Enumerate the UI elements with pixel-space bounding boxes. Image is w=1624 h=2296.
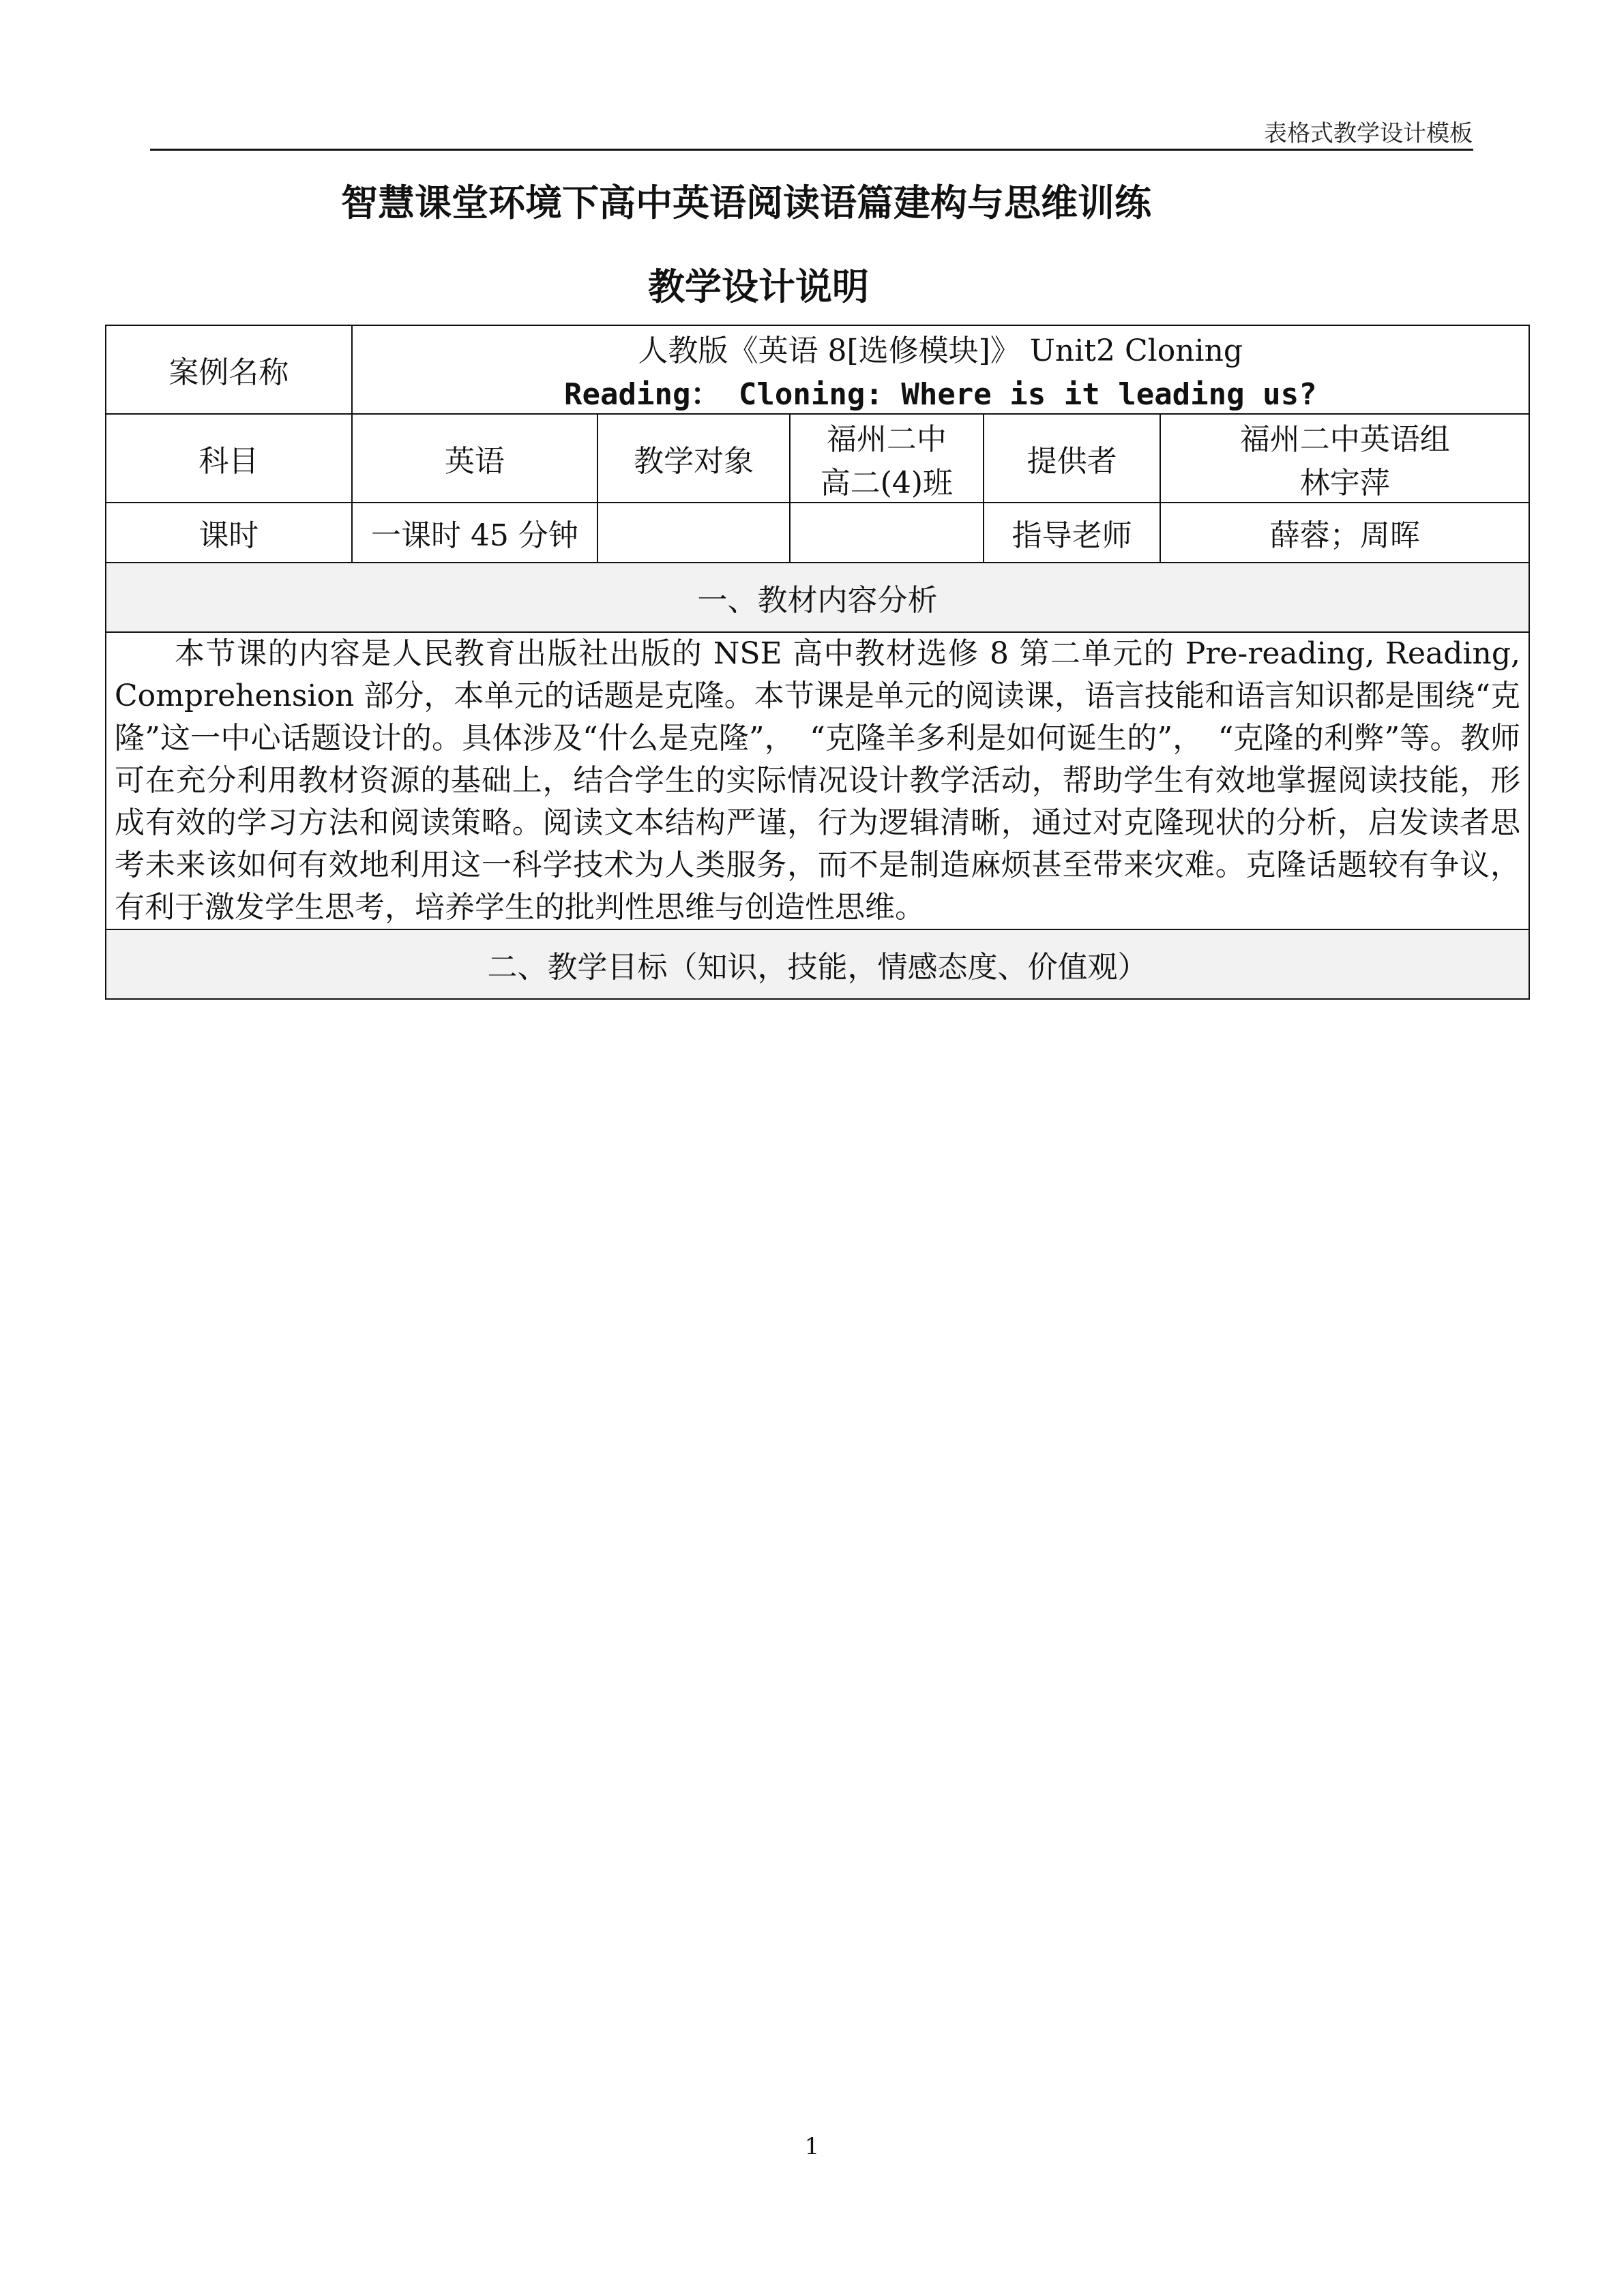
case-value — [352, 325, 1529, 414]
page-number: 1 — [804, 2133, 820, 2160]
case-reading-line: Reading： Cloning: Where is it leading us? — [564, 377, 1317, 412]
audience-class: 高二(4)班 — [820, 466, 954, 501]
document-subtitle: 教学设计说明 — [648, 265, 869, 308]
period-blank-cell — [597, 503, 790, 563]
advisor-value: 薛蓉；周晖 — [1160, 503, 1529, 563]
period-blank-cell — [790, 503, 984, 563]
subject-label: 科目 — [106, 414, 352, 503]
advisor-label: 指导老师 — [984, 503, 1161, 563]
template-label: 表格式教学设计模板 — [1264, 120, 1473, 147]
section-body-content-analysis — [106, 632, 1529, 929]
period-row — [106, 503, 1529, 563]
section-body-row — [106, 632, 1529, 929]
section-heading-row — [106, 929, 1529, 999]
header-rule — [150, 149, 1473, 151]
section-heading-content-analysis: 一、教材内容分析 — [106, 563, 1529, 632]
design-table — [105, 325, 1530, 1000]
period-value: 一课时 45 分钟 — [352, 503, 598, 563]
provider-value — [1160, 414, 1529, 503]
provider-name: 林宇萍 — [1299, 466, 1390, 501]
provider-group: 福州二中英语组 — [1239, 422, 1450, 457]
case-row — [106, 325, 1529, 414]
period-label: 课时 — [106, 503, 352, 563]
document-title: 智慧课堂环境下高中英语阅读语篇建构与思维训练 — [341, 181, 1151, 224]
audience-school: 福州二中 — [826, 422, 947, 457]
subject-value: 英语 — [352, 414, 598, 503]
case-title-line: 人教版《英语 8[选修模块]》 Unit2 Cloning — [638, 333, 1243, 368]
audience-value — [790, 414, 984, 503]
case-label: 案例名称 — [106, 325, 352, 414]
content-analysis-paragraph: 本节课的内容是人民教育出版社出版的 NSE 高中教材选修 8 第二单元的 Pre-reading, Reading, Comprehension 部分，本单元的话题是克隆。本节课是单元的阅读课，语言技能和语言知识都是围绕“克隆”这一中心话题设计的。具体涉及“什么是克隆”， “克隆羊多利是如何诞生的”， “克隆的利弊”等。教师可在充分利用教材资源的基础上，结合学生的实际情况设计教学活动，帮助学生有效地掌握阅读技能，形成有效的学习方法和阅读策略。阅读文本结构严谨，行为逻辑清晰，通过对克隆现状的分析，启发读者思考未来该如何有效地利用这一科学技术为人类服务，而不是制造麻烦甚至带来灾难。克隆话题较有争议，有利于激发学生思考，培养学生的批判性思维与创造性思维。 — [115, 636, 1520, 925]
section-heading-row — [106, 563, 1529, 632]
subject-row — [106, 414, 1529, 503]
provider-label: 提供者 — [984, 414, 1161, 503]
section-heading-objectives: 二、教学目标（知识，技能，情感态度、价值观） — [106, 929, 1529, 999]
audience-label: 教学对象 — [597, 414, 790, 503]
